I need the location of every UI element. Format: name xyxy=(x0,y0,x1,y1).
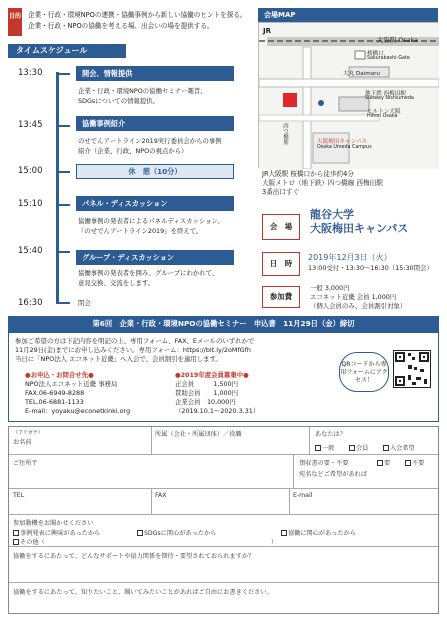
fee-line: （個人会員のみ、会員割引対象） xyxy=(310,302,407,310)
fee-info xyxy=(310,284,406,311)
time-1540: 15:40 xyxy=(18,246,43,256)
access-line: JR大阪駅 桜橋口から徒歩約4分 xyxy=(262,170,354,178)
map-sakurabashi-en: Sakurabashi-Gate xyxy=(367,56,410,61)
desc-line: 意見交換、交流をします。 xyxy=(78,279,155,287)
apply-banner: 第6回 企業・行政・環境NPOの協働セミナー 申込書 11月29日（金）締切 xyxy=(8,316,439,332)
qr-code[interactable] xyxy=(393,350,431,388)
desc-line: のせでんアートライン2019実行委員会からの事例 xyxy=(78,137,222,145)
checkbox[interactable] xyxy=(281,530,287,536)
contact-email[interactable]: E-mail：yoyaku@econetkinki.org xyxy=(25,407,131,415)
date-time: 13:00受付・13:30～16:30（15:30閉会） xyxy=(308,264,433,272)
email-label: E-mail xyxy=(293,492,313,499)
desc-line: 企業・行政・環境NPOの協働セミナー趣旨、 xyxy=(78,87,207,95)
form-row-q2 xyxy=(9,583,438,615)
you-are-label: あなたは？ xyxy=(315,431,346,438)
opt-label: 一般 xyxy=(322,445,335,452)
session-panel: パネル・ディスカッション xyxy=(76,196,234,211)
receipt-label: 領収書の要・不要 xyxy=(299,460,349,467)
map-nishiumeda-en: Subway Nishiumeda xyxy=(365,96,414,101)
desc-line: 協働事例の発表者によるパネルディスカッション。 xyxy=(78,217,224,225)
time-1500: 15:00 xyxy=(18,166,43,176)
session-case: 協働事例紹介 xyxy=(76,116,234,131)
venue-name-line2: 大阪梅田キャンパス xyxy=(310,222,409,235)
tel-label: TEL xyxy=(13,492,25,499)
contact-fax: FAX.06-6949-8288 xyxy=(25,389,85,397)
map-sakurabashi-label: 桜橋口 xyxy=(367,51,384,57)
form-row-motive xyxy=(9,515,438,547)
session-break: 休 憩（10分） xyxy=(76,164,234,179)
map-nishiumeda-label: 地下鉄 西梅田駅 xyxy=(365,91,406,97)
timeline-tick xyxy=(56,125,70,127)
map-yotsubashi-label: 四つ橋筋 xyxy=(282,123,288,145)
checkbox[interactable] xyxy=(383,445,389,451)
opt-need[interactable] xyxy=(377,458,390,467)
date-label: 日 時 xyxy=(262,252,300,276)
other-close-paren: ） xyxy=(271,539,278,546)
furigana-label: （フリガナ） xyxy=(13,430,43,436)
divider xyxy=(151,489,152,515)
venue-map xyxy=(258,22,438,168)
time-1630: 16:30 xyxy=(18,298,43,308)
timeline-tick xyxy=(56,171,70,173)
member-line: 正会員 1,500円 xyxy=(175,380,239,388)
opt-label: SDGsに関心があったから xyxy=(144,530,217,537)
purpose-text xyxy=(28,10,248,32)
desc-line: 『のせでんアートライン2019』を終えて。 xyxy=(78,227,203,235)
timeline-line xyxy=(56,72,59,304)
form-row-address xyxy=(9,455,438,489)
desc-line: SDGsについての情報提供。 xyxy=(78,97,160,105)
opt-label: 不要 xyxy=(412,460,425,467)
q1-label: 協働をするにあたって、どんなサポートや協力関係を期待・要望されておられますか？ xyxy=(13,553,255,560)
contact-tel: TEL.06-6881-1133 xyxy=(25,398,84,406)
intro-line: 11月29日(金)までにお申し込みください。専用フォーム：https://bit.ly/2oMfGfh xyxy=(15,346,251,354)
access-line: 大阪メトロ（地下鉄）四つ橋線 西梅田駅 xyxy=(262,179,383,187)
map-hilton-label: ヒルトン大阪 xyxy=(367,109,401,115)
contact-info xyxy=(25,371,155,416)
divider xyxy=(309,427,310,455)
opt-member[interactable] xyxy=(349,443,368,452)
contact-line: NPO法人エコネット近畿 事務局 xyxy=(25,380,118,388)
org-label: 所属（会社・所属団体）／役職 xyxy=(155,431,242,438)
motive-opt-sdgs[interactable] xyxy=(137,528,216,537)
opt-noneed[interactable] xyxy=(405,458,424,467)
venue-name-line1: 龍谷大学 xyxy=(310,208,354,221)
checkbox[interactable] xyxy=(315,445,321,451)
purpose-line: 企業・行政・環境NPOの連携・協働事例から新しい協働のヒントを探る。 xyxy=(28,11,247,19)
member-title: ●2019年度会員募集中● xyxy=(175,371,249,379)
member-line: 企業会員 10,000円 xyxy=(175,398,236,406)
form-row-contact xyxy=(9,489,438,515)
opt-label: 要 xyxy=(384,460,391,467)
time-1510: 15:10 xyxy=(18,199,43,209)
checkbox[interactable] xyxy=(405,460,411,466)
time-1330: 13:30 xyxy=(18,68,43,78)
q2-label: 協働をするにあたって、知りたいこと、聞いてみたいことがあればご自由にお書きください。 xyxy=(13,589,273,596)
timeline-tick xyxy=(56,73,70,75)
map-jr-label: JR xyxy=(263,27,271,35)
fax-label: FAX xyxy=(155,492,167,499)
receipt-name-label: 宛名などご希望があれば xyxy=(299,471,368,478)
timeline-tick xyxy=(56,204,70,206)
form-row-q1 xyxy=(9,547,438,583)
checkbox[interactable] xyxy=(137,530,143,536)
session-group: グループ・ディスカッション xyxy=(76,250,234,265)
purpose-tag: 目的 xyxy=(8,8,22,36)
checkbox[interactable] xyxy=(349,445,355,451)
map-title: 会場MAP xyxy=(258,8,438,22)
motive-label: 参加動機をお聞かせください xyxy=(13,520,94,527)
fee-label: 参加費 xyxy=(262,286,300,308)
venue-label: 会 場 xyxy=(262,214,300,240)
map-osaka-label: 大阪駅 Osaka xyxy=(377,36,418,44)
qr-code-graphic xyxy=(394,351,430,387)
opt-label: 事例発表に興味があったから xyxy=(20,530,101,537)
member-info xyxy=(175,371,305,416)
map-campus-label: 大阪梅田キャンパス xyxy=(317,139,367,145)
fee-line: エコネット近畿 会員 1,000円 xyxy=(310,293,397,301)
map-hilton-en: Hilton Osaka xyxy=(367,114,398,119)
timeline-tick xyxy=(56,302,70,304)
checkbox[interactable] xyxy=(377,460,383,466)
motive-opt-kyodo[interactable] xyxy=(281,528,356,537)
session-opening: 開会、情報提供 xyxy=(76,66,234,81)
timeline-tick xyxy=(56,251,70,253)
member-line: 賛助会員 1,000円 xyxy=(175,389,239,397)
intro-line: 参加ご希望の方は下記内容を明記の上、専用フォーム、FAX、Eメールのいずれかで xyxy=(15,337,255,345)
session-closing: 閉会 xyxy=(78,299,91,307)
opt-label: 会員 xyxy=(356,445,369,452)
checkbox[interactable] xyxy=(13,539,19,545)
opt-label: 入会希望 xyxy=(390,445,415,452)
session-opening-desc xyxy=(78,86,248,106)
checkbox[interactable] xyxy=(13,530,19,536)
desc-line: 紹介（企業、行政、NPOの視点から） xyxy=(78,147,188,155)
map-daimaru-label: 大丸 Daimaru xyxy=(343,71,380,77)
date-text: 2019年12月3日（火） xyxy=(308,253,392,262)
schedule-title: タイムスケジュール xyxy=(8,44,126,58)
access-line: 3番出口すぐ xyxy=(262,188,300,196)
apply-intro xyxy=(15,337,345,364)
opt-general[interactable] xyxy=(315,443,334,452)
member-line: （2019.10.1～2020.3.31） xyxy=(175,407,260,415)
fee-line: 一般 3,000円 xyxy=(310,284,350,292)
form-row-name xyxy=(9,427,438,455)
session-case-desc xyxy=(78,136,248,156)
opt-join[interactable] xyxy=(383,443,415,452)
motive-opt-case[interactable] xyxy=(13,528,100,537)
opt-label: 協働に関心があったから xyxy=(288,530,356,537)
access-info xyxy=(262,170,438,197)
contact-title: ●お申込・お問合せ先● xyxy=(25,371,94,379)
purpose-line: 企業・行政・NPOの協働を考える場、出会いの場を提供する。 xyxy=(28,22,214,30)
motive-opt-other[interactable] xyxy=(13,537,45,546)
opt-label: その他（ xyxy=(20,539,45,546)
session-panel-desc xyxy=(78,216,248,236)
address-label: ご住所〒 xyxy=(13,460,38,467)
qr-bubble: QRコードから専用フォームにアクセス！ xyxy=(339,352,389,392)
session-group-desc xyxy=(78,268,248,288)
application-form xyxy=(8,426,439,614)
time-1345: 13:45 xyxy=(18,120,43,130)
name-label: お名前 xyxy=(13,439,32,446)
intro-line: 当日に「NPO法人 エコネット近畿」へ入会で、会員割引を適用します。 xyxy=(15,355,222,363)
divider xyxy=(289,489,290,515)
divider xyxy=(151,427,152,455)
desc-line: 協働事例の発表者を囲み、グループにわかれて、 xyxy=(78,269,219,277)
map-campus-en: Osaka Umeda Campus xyxy=(317,145,372,150)
divider xyxy=(293,455,294,489)
